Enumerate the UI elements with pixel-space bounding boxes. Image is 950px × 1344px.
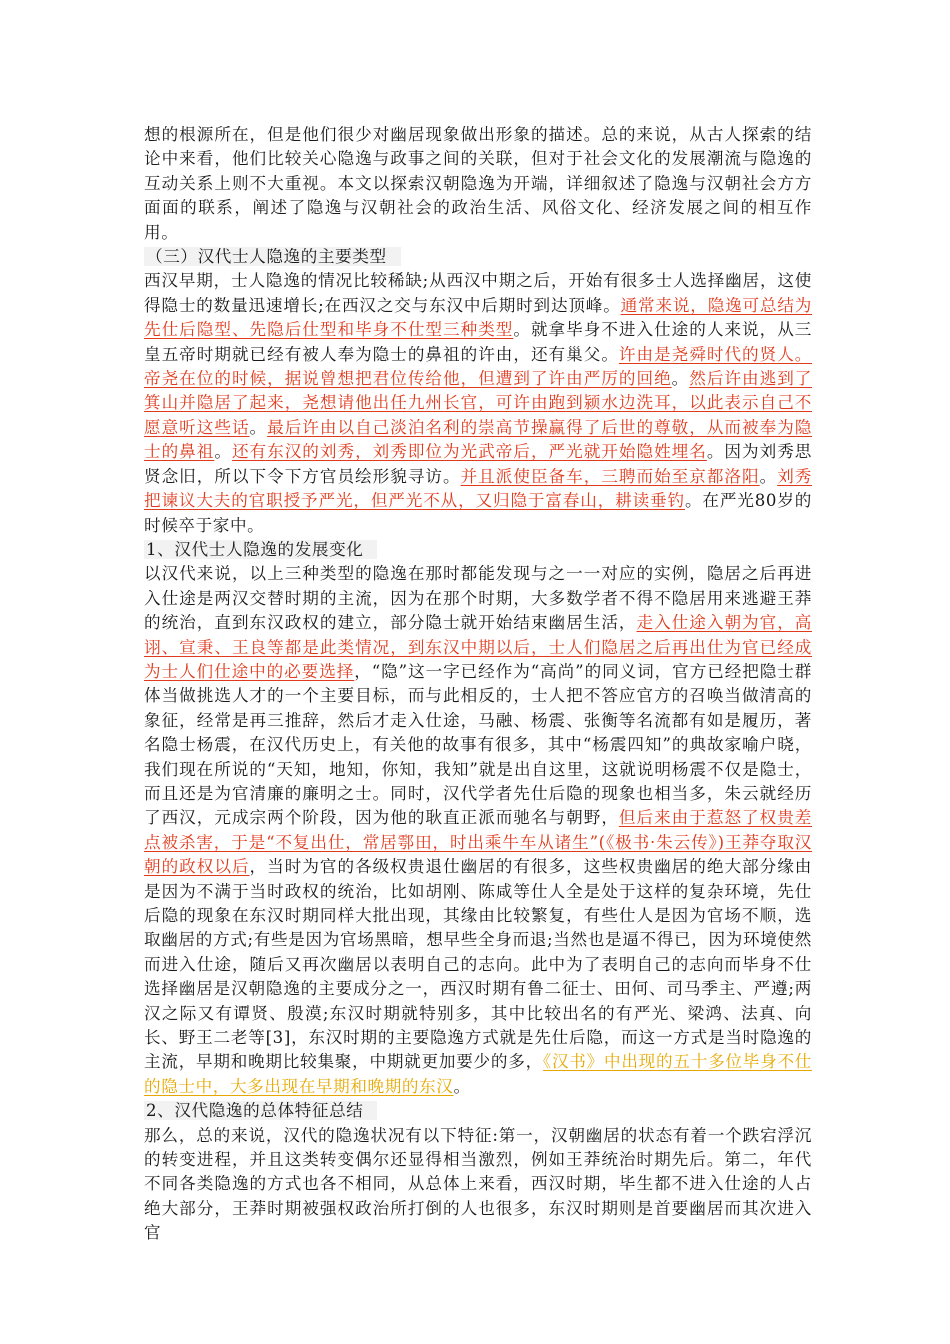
text-run: 。 [249, 417, 268, 437]
paragraph-intro [144, 123, 812, 245]
highlighted-text-gold: 《汉书》中出现的五十多位毕身不仕的隐士中，大多出现在早期和晚期的东汉 [144, 1052, 812, 1096]
highlighted-text: 许由是尧舜时代的贤人。帝尧在位的时候，据说曾想把君位传给他，但遭到了许由严厉的回绝 [144, 344, 812, 389]
text-run: 以汉代来说，以上三种类型的隐逸在那时都能发现与之一一对应的实例，隐居之后再进入仕途是两汉交替时期的主流，因为在那个时期，大多数学者不得不隐居用来逃避王莽的统治，直到东汉政权的建立，部分隐士就开始结束幽居生活， [144, 564, 812, 633]
text-run: 。 [759, 466, 778, 486]
paragraph-types [144, 269, 812, 537]
highlighted-text: 走入仕途入朝为官，高诩、宣秉、王良等都是此类情况，到东汉中期以后，士人们隐居之后再出仕为官已经成为士人们仕途中的必要选择 [144, 613, 812, 681]
highlighted-text: 并且派使臣备车，三聘而始至京都洛阳 [460, 466, 760, 486]
highlighted-text: 还有东汉的刘秀，刘秀即位为光武帝后，严光就开始隐姓埋名 [231, 442, 707, 462]
text-run: ，当时为官的各级权贵退仕幽居的有很多，这些权贵幽居的绝大部分缘由是因为不满于当时政权的统治，比如胡刚、陈咸等仕人全是处于这样的复杂环境，先仕后隐的现象在东汉时期同样大批出现，其缘由比较繁复，有些仕人是因为官场不顺，选取幽居的方式;有些是因为官场黑暗，想早些全身而退;当然也是逼不得已，因为环境使然而进入仕途，随后又再次幽居以表明自己的志向。此中为了表明自己的志向而毕身不仕选择幽居是汉朝隐逸的主要成分之一，西汉时期有鲁二征士、田何、司马季主、严遵;两汉之际又有谭贤、殷漠;东汉时期就特别多，其中比较出名的有严光、梁鸿、法真、向长、野王二老等[3]，东汉时期的主要隐逸方式就是先仕后隐，而这一方式是当时隐逸的主流，早期和晚期比较集聚，中期就更加要少的多， [144, 857, 812, 1072]
highlighted-text: 刘秀把谏议大夫的官职授予严光，但严光不从，又归隐于富春山，耕读垂钓 [144, 466, 812, 511]
document-page [144, 123, 812, 1246]
text-run: 那么，总的来说，汉代的隐逸状况有以下特征:第一，汉朝幽居的状态有着一个跌宕浮沉的转变进程，并且这类转变偶尔还显得相当激烈，例如王莽统治时期先后。第二，年代不同各类隐逸的方式也各不相同，从总体上来看，西汉时期，毕生都不进入仕途的人占绝大部分，王莽时期被强权政治所打倒的人也很多，东汉时期则是首要幽居而其次进入官 [144, 1125, 812, 1243]
paragraph-features [144, 1124, 812, 1246]
section-heading-types: （三）汉代士人隐逸的主要类型 [144, 245, 812, 269]
section-heading-development: 1、汉代士人隐逸的发展变化 [144, 538, 812, 562]
text-run: 。 [453, 1076, 471, 1096]
section-heading-features: 2、汉代隐逸的总体特征总结 [144, 1099, 812, 1123]
text-run: 想的根源所在，但是他们很少对幽居现象做出形象的描述。总的来说，从古人探索的结论中来看，他们比较关心隐逸与政事之间的关联，但对于社会文化的发展潮流与隐逸的互动关系上则不大重视。本文以探索汉朝隐逸为开端，详细叙述了隐逸与汉朝社会方方面面的联系，阐述了隐逸与汉朝社会的政治生活、风俗文化、经济发展之间的相互作用。 [144, 125, 812, 242]
text-run: 西汉早期，士人隐逸的情况比较稀缺;从西汉中期之后，开始有很多士人选择幽居，这使得隐士的数量迅速增长;在西汉之交与东汉中后期时到达顶峰。 [144, 271, 812, 315]
text-run: 。在严光80岁的时候卒于家中。 [144, 491, 812, 535]
text-run: 。因为刘秀思贤念旧，所以下令下方官员绘形貌寻访。 [144, 442, 812, 486]
highlighted-text: 通常来说，隐逸可总结为先仕后隐型、先隐后仕型和毕身不仕型三种类型 [144, 295, 812, 340]
text-run: ，“隐”这一字已经作为“高尚”的同义词，官方已经把隐士群体当做挑选人才的一个主要目标，而与此相反的，士人把不答应官方的召唤当做清高的象征，经常是再三推辞，然后才走入仕途，马融、杨震、张衡等名流都有如是履历，著名隐士杨震，在汉代历史上，有关他的故事有很多，其中“杨震四知”的典故家喻户晓，我们现在所说的“天知，地知，你知，我知”就是出自这里，这就说明杨震不仅是隐士，而且还是为官清廉的廉明之士。同时，汉代学者先仕后隐的现象也相当多，朱云就经历了西汉，元成宗两个阶段，因为他的耿直正派而驰名与朝野， [144, 661, 812, 828]
text-run: 。 [214, 442, 232, 462]
text-run: 。就拿毕身不进入仕途的人来说，从三皇五帝时期就已经有被人奉为隐士的鼻祖的许由，还有巢父。 [144, 320, 812, 364]
highlighted-text: 然后许由逃到了箕山并隐居了起来，尧想请他出任九州长官，可许由跑到颍水边洗耳，以此表示自己不愿意听这些话 [144, 369, 812, 437]
highlighted-text: 最后许由以自己淡泊名利的崇高节操赢得了后世的尊敬，从而被奉为隐士的鼻祖 [144, 417, 812, 462]
paragraph-development [144, 562, 812, 1099]
highlighted-text: 但后来由于惹怒了权贵差点被杀害，于是“不复出仕，常居鄠田，时出乘牛车从诸生”(《极书·朱云传》)王莽夺取汉朝的政权以后 [144, 808, 812, 877]
text-run: 。 [671, 369, 690, 389]
